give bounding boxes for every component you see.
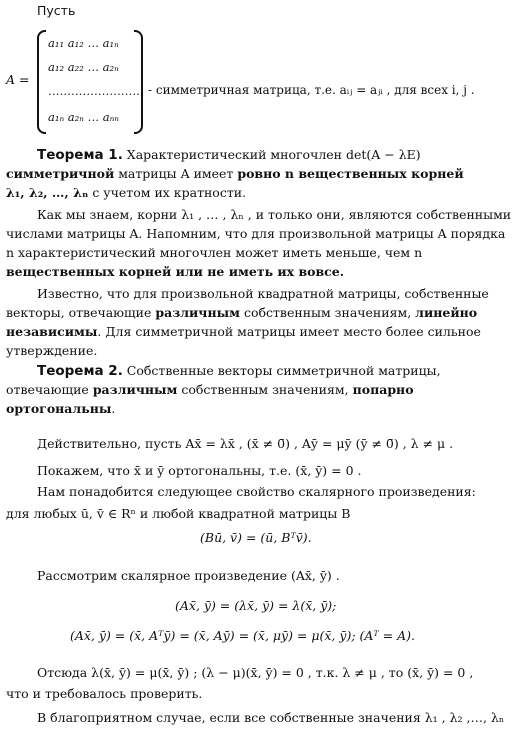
para2-l2c: собственным значениям, [239,305,416,320]
bold-orthogonal: ортогональны [6,401,112,416]
para2-line1: Известно, что для произвольной квадратной матрицы, собственные [37,286,489,301]
bold-symmetric: симметричной [6,166,115,181]
bold-n-real-roots: ровно n вещественных корней [237,166,464,181]
theorem1-line3-text: с учетом их кратности. [88,185,247,200]
para1-line4: вещественных корней или не иметь их вовсе. [6,264,345,279]
left-bracket [37,30,46,134]
bold-pairwise: попарно [352,382,414,397]
matrix-caption: - симметричная матрица, т.е. aᵢⱼ = aⱼᵢ , для всех i, j . [148,83,475,97]
para2-l2a: векторы, отвечающие [6,305,156,320]
para2-line3 [6,324,481,340]
para1-line1: Как мы знаем, корни λ₁ , … , λₙ , и только они, являются собственными [37,207,512,222]
bold-different: различным [155,305,240,320]
bold-different-2: различным [92,382,178,397]
proof-eq1: (Ax̄, ȳ) = (λx̄, ȳ) = λ(x̄, ȳ); [175,598,337,613]
proof-line11: В благоприятном случае, если все собственные значения λ₁ , λ₂ ,…, λₙ [37,710,505,725]
theorem1-line1 [37,147,421,163]
theorem2-text1: Собственные векторы симметричной матрицы, [122,363,441,378]
theorem2-line1 [37,363,441,379]
matrix-row-2: a₁₂ a₂₂ … a₂ₙ [48,60,119,74]
bold-lambdas: λ₁, λ₂, …, λₙ [6,185,89,200]
para2-l3b: . Для симметричной матрицы имеет место более сильное [97,324,481,339]
matrix-label: A = [6,72,30,87]
theorem2-heading: Теорема 2. [37,363,123,379]
theorem1-line3 [6,185,246,201]
proof-line3: Нам понадобится следующее свойство скалярного произведения: [37,484,476,499]
para2-line2 [6,305,477,321]
theorem1-text1: Характеристический многочлен det(A − λE) [122,147,421,162]
theorem1-heading: Теорема 1. [37,147,123,163]
proof-line1: Действительно, пусть Ax̄ = λx̄ , (x̄ ≠ 0̄) , Aȳ = μȳ (ȳ ≠ 0̄) , λ ≠ μ . [37,436,454,451]
bold-linearly: линейно [415,305,478,320]
theorem1-line2-text: матрицы A имеет [114,166,238,181]
theorem2-l2a: отвечающие [6,382,93,397]
proof-line9: Отсюда λ(x̄, ȳ) = μ(x̄, ȳ) ; (λ − μ)(x̄, ȳ) = 0 , т.к. λ ≠ μ , то (x̄, ȳ) = 0 , [37,665,474,680]
proof-line6: Рассмотрим скалярное произведение (Ax̄, ȳ) . [37,568,340,583]
theorem1-line2 [6,166,464,182]
para1-line3: n характеристический многочлен может иметь меньше, чем n [6,245,423,260]
proof-line10: что и требовалось проверить. [6,686,203,701]
matrix-row-4: a₁ₙ a₂ₙ … aₙₙ [48,110,119,124]
theorem2-line3 [6,401,115,417]
intro-word: Пусть [37,3,76,18]
theorem2-period: . [111,401,116,416]
proof-identity: (Bū, v̄) = (ū, Bᵀv̄). [200,530,312,545]
matrix-row-1: a₁₁ a₁₂ … a₁ₙ [48,36,119,50]
para2-line4: утверждение. [6,343,98,358]
theorem2-l2c: собственным значениям, [177,382,353,397]
proof-line4: для любых ū, v̄ ∈ Rⁿ и любой квадратной матрицы B [6,506,351,521]
right-bracket [134,30,143,134]
proof-line2: Покажем, что x̄ и ȳ ортогональны, т.е. (x̄, ȳ) = 0 . [37,463,362,478]
para1-line2: числами матрицы A. Напомним, что для произвольной матрицы A порядка [6,226,506,241]
proof-eq2: (Ax̄, ȳ) = (x̄, Aᵀȳ) = (x̄, Aȳ) = (x̄, μȳ) = μ(x̄, ȳ); (Aᵀ = A). [70,628,415,643]
matrix-row-3: …………………… [48,84,140,98]
bold-independent: независимы [6,324,98,339]
theorem2-line2 [6,382,414,398]
symmetric-matrix [37,30,143,132]
